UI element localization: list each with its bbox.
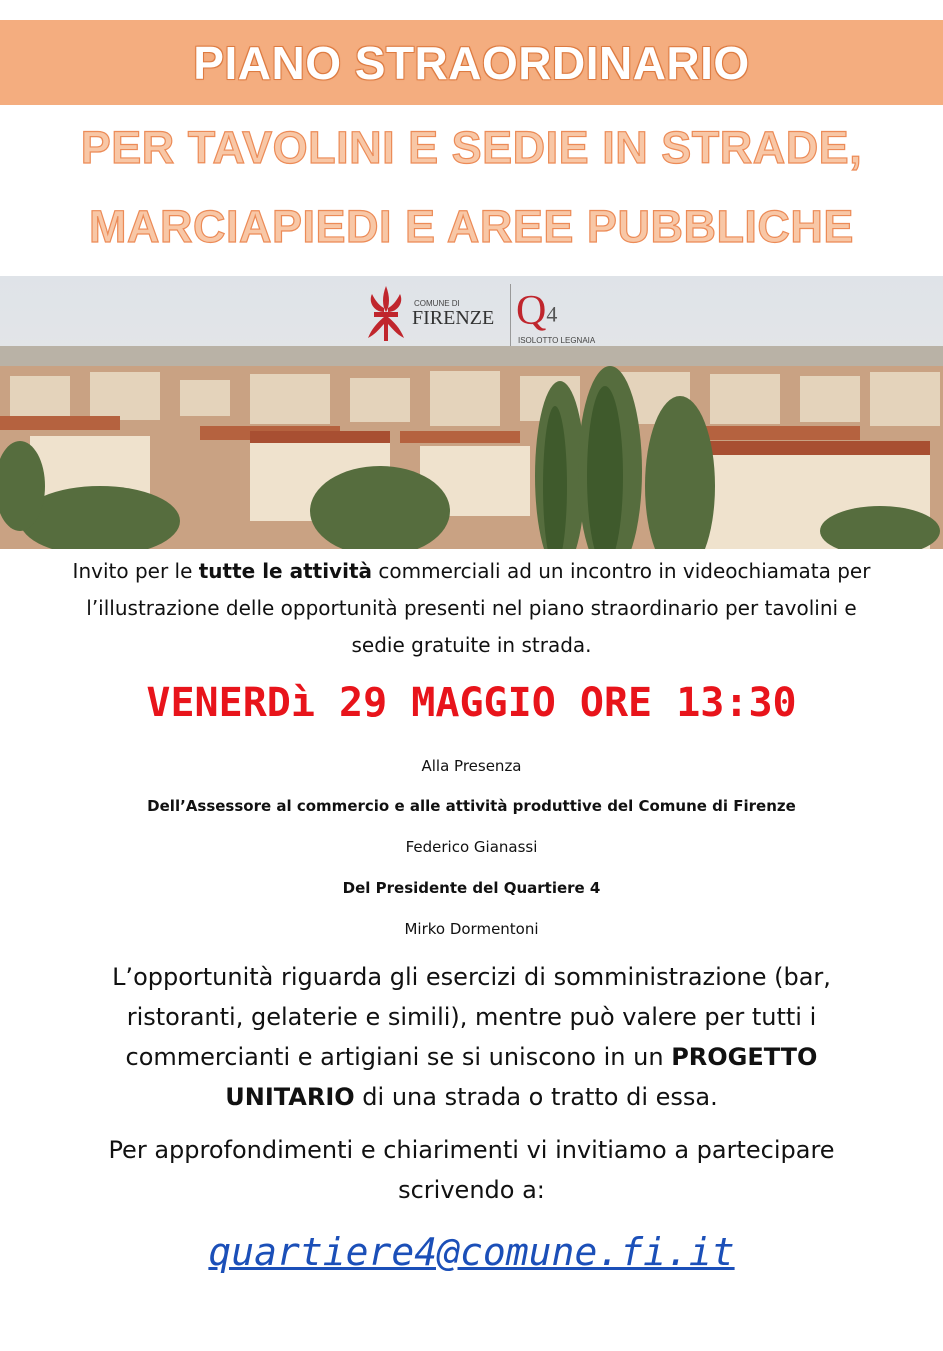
subtitle-line-2: MARCIAPIEDI E AREE PUBBLICHE xyxy=(89,201,854,252)
subtitle-line-1: PER TAVOLINI E SEDIE IN STRADE, xyxy=(80,122,863,173)
opportunity-text-bold: PROGETTO UNITARIO xyxy=(225,1043,818,1111)
logo-firenze-text: FIRENZE xyxy=(412,307,495,329)
assessor-name: Federico Gianassi xyxy=(405,838,538,856)
invite-paragraph xyxy=(60,553,883,664)
opportunity-text-1: L’opportunità riguarda gli esercizi di somministrazione (bar, ristoranti, gelaterie e simili), mentre può valere per tutti i commercianti e artigiani se si uniscono in un xyxy=(112,963,831,1071)
invite-text-1: Invito per le xyxy=(72,559,199,583)
quartiere-mark: Q xyxy=(516,288,547,334)
quartiere-logo xyxy=(516,290,557,332)
quartiere-number: 4 xyxy=(546,301,558,327)
florence-lily-icon xyxy=(362,282,410,346)
opportunity-text-2: di una strada o tratto di essa. xyxy=(354,1083,718,1111)
page-title: PIANO STRAORDINARIO xyxy=(193,36,750,89)
contact-paragraph: Per approfondimenti e chiarimenti vi invitiamo a partecipare scrivendo a: xyxy=(108,1136,835,1204)
logo-comune-small-text: COMUNE DI xyxy=(414,299,460,308)
contact-email-link[interactable]: quartiere4@comune.fi.it xyxy=(208,1230,735,1274)
title-banner xyxy=(0,20,943,105)
invite-text-2: commerciali ad un incontro in videochiamata per l’illustrazione delle opportunità presenti nel piano straordinario per tavolini e sedie gratuite in strada. xyxy=(86,559,871,657)
assessor-role: Dell’Assessore al commercio e alle attività produttive del Comune di Firenze xyxy=(147,797,796,815)
logo-isolotto-text: ISOLOTTO LEGNAIA xyxy=(518,336,596,345)
event-date: VENERDì 29 MAGGIO ORE 13:30 xyxy=(146,680,797,726)
opportunity-paragraph xyxy=(70,957,873,1117)
invite-text-bold: tutte le attività xyxy=(198,559,373,583)
logo-divider xyxy=(510,284,511,346)
president-name: Mirko Dormentoni xyxy=(404,920,539,938)
institution-logos xyxy=(360,280,605,348)
president-role: Del Presidente del Quartiere 4 xyxy=(342,879,601,897)
presence-intro: Alla Presenza xyxy=(421,757,522,775)
